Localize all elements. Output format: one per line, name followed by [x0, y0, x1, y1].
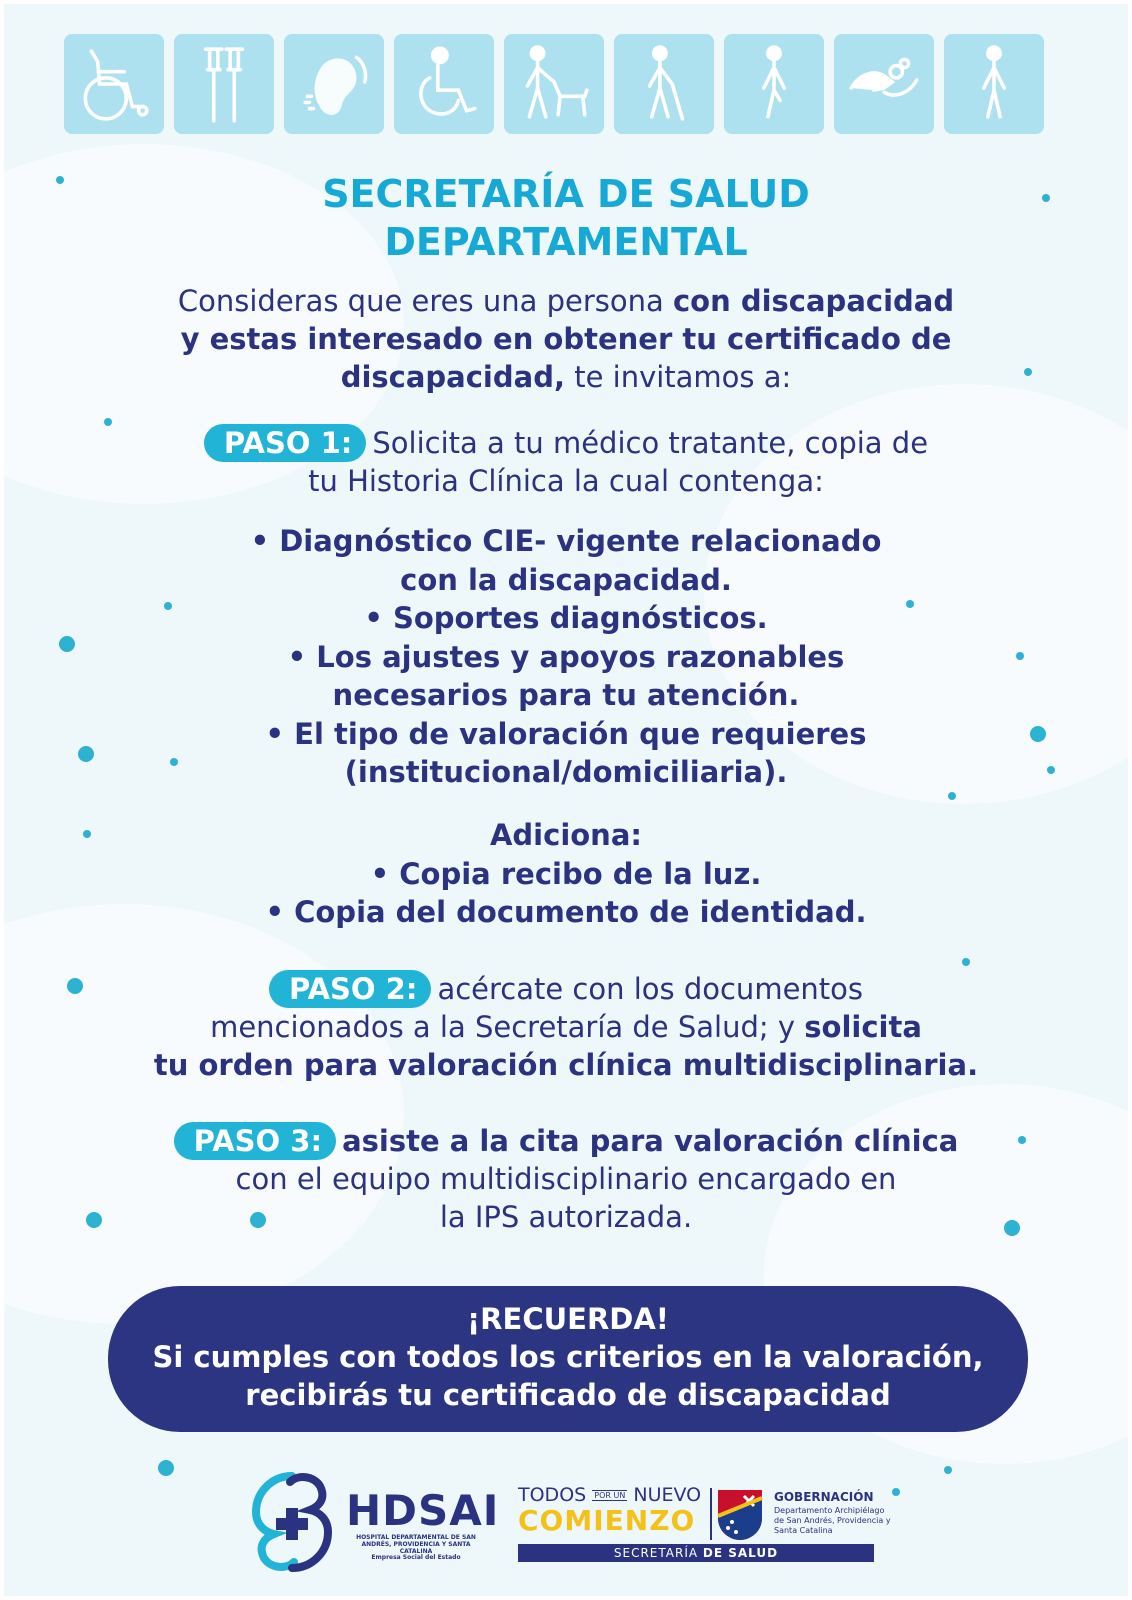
- hdsai-subtitle-2: Empresa Social del Estado: [371, 1554, 461, 1561]
- decor-dot: [158, 1460, 174, 1476]
- hdsai-subtitle: HOSPITAL DEPARTAMENTAL DE SAN ANDRÉS, PROVIDENCIA Y SANTA CATALINA: [356, 1534, 476, 1555]
- secretaria-text: SECRETARÍA: [613, 1546, 699, 1560]
- de-salud-text: DE SALUD: [702, 1546, 779, 1560]
- secretaria-salud-bar: [518, 1544, 874, 1562]
- paso-1-badge: PASO 1:: [204, 424, 366, 462]
- hdsai-emblem-icon: [242, 1472, 342, 1572]
- intro-paragraph: [4, 282, 1128, 396]
- intro-bold: con discapacidad: [672, 284, 955, 318]
- paso-3-section: [4, 1122, 1128, 1236]
- intro-bold: discapacidad,: [340, 360, 565, 394]
- slogan-comienzo: COMIENZO: [518, 1504, 696, 1537]
- decor-dot: [948, 792, 956, 800]
- sign-language-icon: [834, 34, 934, 134]
- department-shield-icon: [716, 1488, 764, 1542]
- requirement-line: • El tipo de valoración que requieres: [265, 716, 867, 751]
- requirement-line: necesarios para tu atención.: [332, 678, 800, 712]
- intro-text: te invitamos a:: [564, 360, 792, 394]
- paso-3-bold: asiste a la cita para valoración clínica: [342, 1124, 959, 1158]
- slogan-word: POR UN: [594, 1491, 626, 1500]
- adiciona-title: Adiciona:: [489, 818, 642, 852]
- requirement-line: con la discapacidad.: [400, 562, 732, 597]
- paso-3-text: la IPS autorizada.: [439, 1200, 693, 1234]
- page-title: [4, 170, 1128, 266]
- deaf-ear-icon: [284, 34, 384, 134]
- divider: [710, 1488, 712, 1540]
- crutches-icon: [174, 34, 274, 134]
- wheelchair-icon: [64, 34, 164, 134]
- disability-icons-row: [64, 34, 1064, 138]
- requirement-line: • Soportes diagnósticos.: [364, 601, 768, 635]
- person-icon: [944, 34, 1044, 134]
- paso-1-text: Solicita a tu médico tratante, copia de: [372, 426, 929, 460]
- requirements-list: [4, 522, 1128, 792]
- intro-text: Consideras que eres una persona: [177, 284, 673, 318]
- requirement-line: • Los ajustes y apoyos razonables: [287, 639, 845, 674]
- background-shape: [4, 904, 404, 1324]
- paso-1-text: tu Historia Clínica la cual contenga:: [308, 464, 824, 498]
- paso-2-badge: PASO 2:: [269, 970, 431, 1008]
- decor-dot: [962, 958, 970, 966]
- slogan-word: TODOS: [518, 1484, 587, 1506]
- title-line-2: DEPARTAMENTAL: [384, 220, 748, 264]
- paso-2-section: [4, 970, 1128, 1084]
- intro-bold: y estas interesado en obtener tu certificado de: [180, 322, 952, 356]
- gobernacion-title: GOBERNACIÓN: [774, 1490, 874, 1504]
- guide-dog-icon: [504, 34, 604, 134]
- paso-2-bold: solicita: [804, 1010, 922, 1044]
- recuerda-text: Si cumples con todos los criterios en la valoración,: [152, 1340, 984, 1374]
- wheelchair-user-icon: [394, 34, 494, 134]
- amputee-icon: [724, 34, 824, 134]
- paso-2-bold: tu orden para valoración clínica multidisciplinaria.: [153, 1048, 979, 1082]
- gobernacion-logo: [518, 1484, 898, 1574]
- slogan-word: NUEVO: [633, 1484, 702, 1506]
- adiciona-section: [4, 816, 1128, 932]
- paso-3-badge: PASO 3:: [174, 1122, 336, 1160]
- cane-walker-icon: [614, 34, 714, 134]
- paso-3-text: con el equipo multidisciplinario encargado en: [235, 1162, 897, 1196]
- adiciona-item: • Copia del documento de identidad.: [265, 895, 867, 929]
- decor-dot: [944, 1466, 952, 1474]
- adiciona-item: • Copia recibo de la luz.: [370, 856, 762, 891]
- paso-2-text: acércate con los documentos: [437, 972, 864, 1006]
- title-line-1: SECRETARÍA DE SALUD: [322, 172, 810, 216]
- requirement-line: (institucional/domiciliaria).: [344, 755, 788, 789]
- requirement-line: • Diagnóstico CIE- vigente relacionado: [250, 524, 882, 558]
- recuerda-title: ¡RECUERDA!: [466, 1302, 670, 1336]
- gobernacion-subtitle: Departamento Archipiélago de San Andrés, Providencia y Santa Catalina: [774, 1506, 891, 1535]
- paso-2-text: mencionados a la Secretaría de Salud; y: [210, 1010, 805, 1044]
- todos-nuevo-slogan: [518, 1484, 701, 1506]
- paso-1-section: [4, 424, 1128, 500]
- hdsai-name: HDSAI: [346, 1486, 500, 1535]
- hdsai-logo: [242, 1472, 500, 1572]
- recuerda-banner: [108, 1286, 1028, 1432]
- poster: [4, 4, 1128, 1596]
- recuerda-text: recibirás tu certificado de discapacidad: [245, 1378, 891, 1412]
